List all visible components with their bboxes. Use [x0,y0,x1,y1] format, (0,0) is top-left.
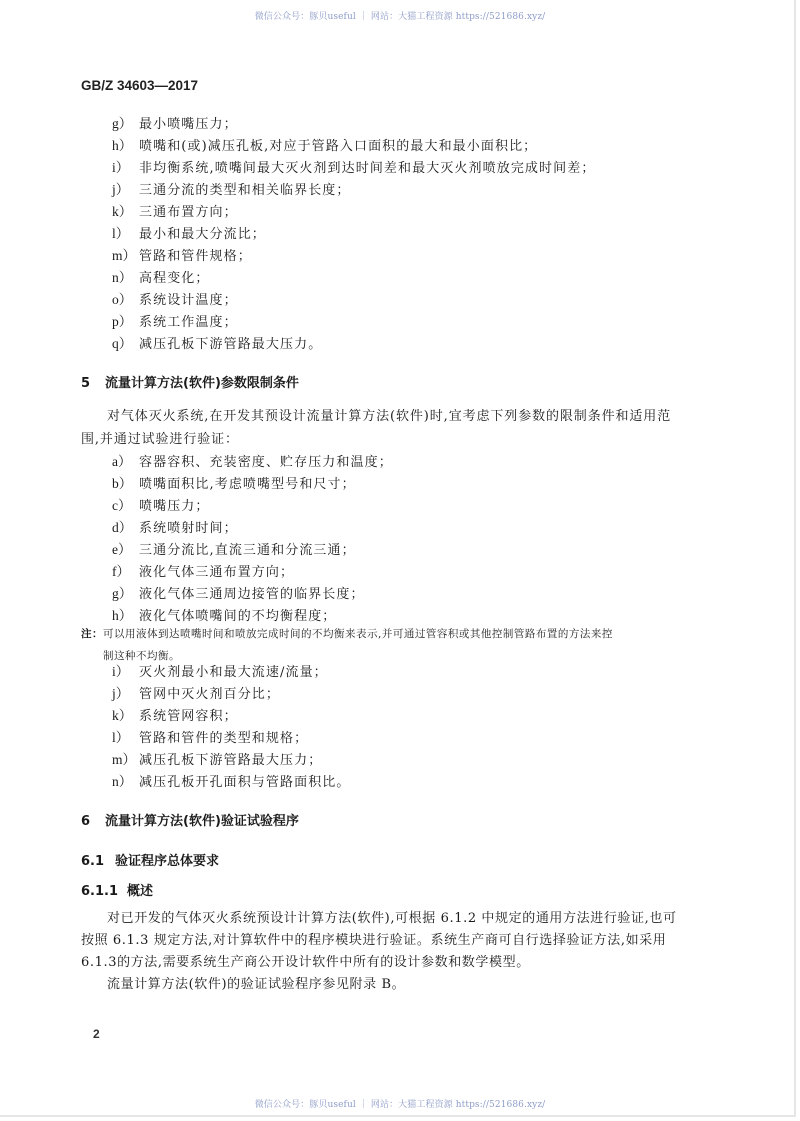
list-text: 系统工作温度； [139,315,238,330]
list-item [112,137,537,156]
list-marker: l） [112,226,130,241]
subsection-number: 6.1.1 [81,884,119,899]
list-item [112,203,238,222]
list-text: 液化气体喷嘴间的不均衡程度； [139,609,337,624]
list-text: 高程变化； [139,271,210,286]
list-text: 管路和管件的类型和规格； [139,731,309,746]
list-text: 喷嘴和(或)减压孔板,对应于管路入口面积的最大和最小面积比； [139,139,538,154]
list-item [112,335,322,354]
list-marker: a） [112,454,132,469]
list-text: 三通分流的类型和相关临界长度； [139,183,351,198]
list-item [112,751,322,770]
standard-code: GB/Z 34603—2017 [81,78,199,93]
list-item [112,563,294,582]
page-number: 2 [93,1027,100,1041]
list-marker: n） [112,774,133,789]
list-item [112,453,393,472]
list-marker: n） [112,270,133,285]
list-marker: j） [112,686,130,701]
section-6-heading [81,810,299,829]
subsection-6-1-heading [81,850,219,869]
list-text: 液化气体三通布置方向； [139,565,295,580]
list-item [112,707,238,726]
list-marker: k） [112,708,133,723]
list-marker: b） [112,476,133,491]
list-text: 容器容积、充装密度、贮存压力和温度； [139,455,393,470]
list-text: 管路和管件规格； [139,249,252,264]
list-text: 灭火剂最小和最大流速/流量； [139,665,328,680]
list-item [112,685,280,704]
list-item [112,181,351,200]
list-marker: e） [112,542,132,557]
list-text: 喷嘴面积比,考虑喷嘴型号和尺寸； [139,477,356,492]
list-marker: q） [112,336,133,351]
list-item [112,519,238,538]
list-text: 系统设计温度； [139,293,238,308]
list-item [112,225,266,244]
list-text: 三通布置方向； [139,205,238,220]
list-text: 减压孔板下游管路最大压力。 [139,337,323,352]
list-text: 减压孔板开孔面积与管路面积比。 [139,775,351,790]
list-item [112,269,210,288]
subsection-number: 6.1 [81,854,105,869]
watermark-top: 微信公众号：豚贝useful ｜ 网站：大猫工程资源 https://521686.xyz/ [254,12,546,22]
list-item [112,541,356,560]
list-text: 液化气体三通周边接管的临界长度； [139,587,365,602]
list-marker: o） [112,292,133,307]
para-6-1-1-appendix-ref: 流量计算方法(软件)的验证试验程序参见附录 B。 [107,977,406,992]
list-marker: j） [112,182,130,197]
subsection-title: 验证程序总体要求 [115,854,220,869]
list-marker: h） [112,608,133,623]
list-marker: i） [112,664,130,679]
list-text: 最小和最大分流比； [139,227,266,242]
list-item [112,497,210,516]
list-item [112,663,328,682]
list-marker: i） [112,160,130,175]
list-item [112,729,308,748]
list-marker: h） [112,138,133,153]
list-text: 喷嘴压力； [139,499,210,514]
section-5-heading [81,372,299,391]
list-item [112,585,365,604]
note-line-2: 制这种不均衡。 [103,650,180,662]
list-text: 最小喷嘴压力； [139,117,238,132]
list-marker: k） [112,204,133,219]
list-marker: m） [112,752,137,767]
list-marker: d） [112,520,133,535]
subsection-title: 概述 [127,884,154,899]
list-marker: m） [112,248,137,263]
note [81,623,731,667]
list-text: 管网中灭火剂百分比； [139,687,281,702]
list-item [112,291,238,310]
list-item [112,313,238,332]
section-title: 流量计算方法(软件)验证试验程序 [105,814,299,829]
section-number: 5 [81,376,91,391]
watermark-bottom: 微信公众号：豚贝useful ｜ 网站：大猫工程资源 https://521686.xyz/ [254,1100,546,1110]
list-item [112,159,595,178]
list-item [112,115,238,134]
section-5-intro-line-1: 对气体灭火系统,在开发其预设计流量计算方法(软件)时,宜考虑下列参数的限制条件和适用范 [107,409,672,424]
note-label: 注： [81,628,103,640]
list-text: 三通分流比,直流三通和分流三通； [139,543,356,558]
list-marker: p） [112,314,133,329]
note-line-1: 可以用液体到达喷嘴时间和喷放完成时间的不均衡来表示,并可通过管容积或其他控制管路布置的方法来控 [103,628,613,640]
section-number: 6 [81,814,91,829]
section-5-intro-line-2: 围,并通过试验进行验证： [81,432,239,447]
section-title: 流量计算方法(软件)参数限制条件 [105,376,299,391]
list-marker: c） [112,498,132,513]
list-marker: g） [112,116,133,131]
list-item [112,475,356,494]
para-6-1-1-line-1: 对已开发的气体灭火系统预设计计算方法(软件),可根据 6.1.2 中规定的通用方法进行验证,也可 [107,911,677,926]
list-marker: f） [112,564,130,579]
list-marker: l） [112,730,130,745]
list-marker: g） [112,586,133,601]
list-text: 减压孔板下游管路最大压力； [139,753,323,768]
list-text: 系统喷射时间； [139,521,238,536]
para-6-1-1-line-3: 6.1.3的方法,需要系统生产商公开设计软件中所有的设计参数和数学模型。 [81,955,530,970]
list-text: 非均衡系统,喷嘴间最大灭火剂到达时间差和最大灭火剂喷放完成时间差； [139,161,596,176]
para-6-1-1-line-2: 按照 6.1.3 规定方法,对计算软件中的程序模块进行验证。系统生产商可自行选择验证方法,如采用 [81,933,667,948]
list-text: 系统管网容积； [139,709,238,724]
list-item [112,247,252,266]
subsection-6-1-1-heading [81,880,153,899]
list-item [112,773,351,792]
